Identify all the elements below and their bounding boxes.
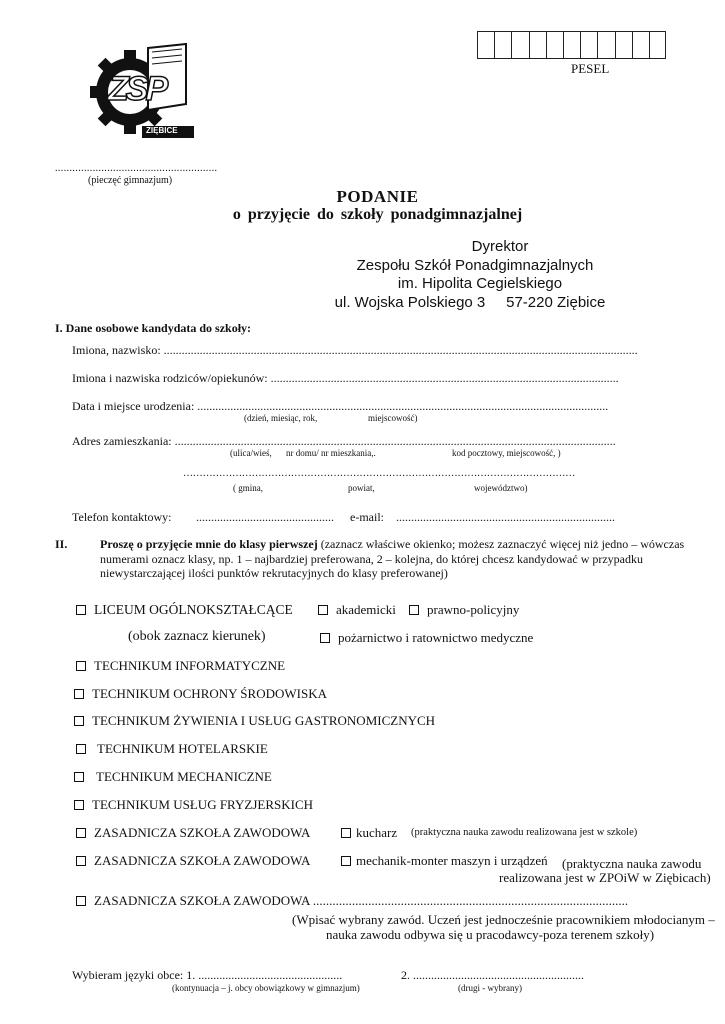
logo-caption: ZIĘBICE (146, 126, 178, 135)
checkbox[interactable] (341, 856, 351, 866)
page-title: PODANIE (336, 187, 419, 206)
kucharz-note: (praktyczna nauka zawodu realizowana jest w szkole) (411, 827, 638, 838)
phone-label: Telefon kontaktowy: (72, 510, 172, 524)
option-prawno-policyjny[interactable] (409, 602, 519, 618)
birth-hint: miejscowość) (368, 413, 418, 423)
address-hint: kod pocztowy, miejscowość, ) (452, 448, 561, 458)
pesel-cell[interactable] (477, 31, 494, 59)
languages-hint: (kontynuacja – j. obcy obowiązkowy w gimnazjum) (172, 983, 360, 993)
languages-hint: (drugi - wybrany) (458, 983, 522, 993)
checkbox[interactable] (318, 605, 328, 615)
option-label: ZASADNICZA SZKOŁA ZAWODOWA ................................................................................................. (94, 893, 629, 908)
birth-hint: (dzień, miesiąc, rok, (244, 413, 318, 423)
option-label: TECHNIKUM ŻYWIENIA I USŁUG GASTRONOMICZNYCH (92, 713, 436, 728)
parents-field[interactable]: Imiona i nazwiska rodziców/opiekunów: .................................................................................................................... (72, 371, 619, 385)
birth-field[interactable]: Data i miejsce urodzenia: ......................................................................................................................................... (72, 399, 609, 413)
pesel-cell[interactable] (546, 31, 563, 59)
stamp-caption: (pieczęć gimnazjum) (88, 175, 173, 186)
school-logo (86, 40, 196, 140)
checkbox[interactable] (76, 605, 86, 615)
section2-number: II. (55, 537, 68, 551)
checkbox[interactable] (76, 856, 86, 866)
option-label: TECHNIKUM OCHRONY ŚRODOWISKA (92, 686, 327, 701)
address-hint: (ulica/wieś, (230, 448, 272, 458)
pesel-cell[interactable] (511, 31, 528, 59)
section2-intro-rest: (zaznacz właściwe okienko; możesz zaznaczyć więcej niż jedno – wówczas numerami oznacz klasy, np. 1 – najbardziej preferowana, 2 – kolejna, do której chcesz kandydować w przypadku niewystarczającej ilości punktów rekrutacyjnych do klasy preferowanej) (100, 537, 685, 580)
option-mechanik[interactable] (341, 853, 548, 869)
option-label: kucharz (356, 825, 398, 840)
option-tech-informatyczne[interactable] (76, 658, 285, 674)
option-label: TECHNIKUM INFORMATYCZNE (94, 658, 286, 673)
languages-first[interactable]: Wybieram języki obce: 1. ................................................ (72, 968, 343, 982)
address2-hint: ( gmina, (233, 483, 263, 493)
option-label: akademicki (336, 602, 396, 617)
checkbox[interactable] (320, 633, 330, 643)
option-tech-hotelarskie[interactable] (76, 741, 268, 757)
address-line: Dyrektor (471, 238, 529, 255)
checkbox[interactable] (76, 744, 86, 754)
phone-field[interactable]: .............................................. (196, 510, 334, 524)
address2-hint: województwo) (474, 483, 528, 493)
checkbox[interactable] (74, 800, 84, 810)
address-hint: nr domu/ nr mieszkania,. (286, 448, 376, 458)
option-label: TECHNIKUM USŁUG FRYZJERSKICH (92, 797, 314, 812)
pesel-cell[interactable] (563, 31, 580, 59)
section2-intro-bold: Proszę o przyjęcie mnie do klasy pierwszej (100, 537, 318, 551)
pesel-cell[interactable] (494, 31, 511, 59)
checkbox[interactable] (76, 661, 86, 671)
option-label: ZASADNICZA SZKOŁA ZAWODOWA (94, 825, 311, 840)
address-line: ul. Wojska Polskiego 3 57-220 Ziębice (334, 293, 606, 311)
option-label: ZASADNICZA SZKOŁA ZAWODOWA (94, 853, 311, 868)
address-field-2[interactable]: ………………………………………………………………………………………………………… (183, 468, 576, 479)
option-akademicki[interactable] (318, 602, 396, 618)
option-label: LICEUM OGÓLNOKSZTAŁCĄCE (94, 602, 293, 617)
address-line: Zespołu Szkół Ponadgimnazjalnych (356, 256, 594, 274)
address-field[interactable]: Adres zamieszkania: ................................................................................................................................................... (72, 434, 616, 448)
pesel-cell[interactable] (529, 31, 546, 59)
email-field[interactable]: ......................................................................... (396, 510, 615, 524)
pesel-boxes[interactable] (477, 31, 666, 59)
zsz3-note: nauka zawodu odbywa się u pracodawcy-poza terenem szkoły) (326, 927, 655, 942)
option-label: pożarnictwo i ratownictwo medyczne (338, 630, 534, 645)
section1-header: I. Dane osobowe kandydata do szkoły: (55, 321, 252, 335)
pesel-label: PESEL (571, 61, 610, 76)
option-pozarnictwo[interactable] (320, 630, 533, 646)
option-kucharz[interactable] (341, 825, 397, 841)
option-zsz-3[interactable] (76, 893, 628, 909)
option-label: mechanik-monter maszyn i urządzeń (356, 853, 548, 868)
zsz3-note: (Wpisać wybrany zawód. Uczeń jest jednocześnie pracownikiem młodocianym – (292, 912, 715, 927)
names-field[interactable]: Imiona, nazwisko: .............................................................................................................................................................. (72, 343, 638, 357)
option-tech-mechaniczne[interactable] (74, 769, 272, 785)
option-tech-ochrony[interactable] (74, 686, 327, 702)
option-tech-zywienia[interactable] (74, 713, 435, 729)
option-label: TECHNIKUM MECHANICZNE (96, 769, 272, 784)
option-zsz-2[interactable] (76, 853, 310, 869)
pesel-cell[interactable] (615, 31, 632, 59)
pesel-cell[interactable] (632, 31, 649, 59)
mechanik-note: realizowana jest w ZPOiW w Ziębicach) (499, 870, 711, 885)
option-label: TECHNIKUM HOTELARSKIE (97, 741, 268, 756)
liceum-note: (obok zaznacz kierunek) (128, 629, 266, 644)
recipient-address (300, 238, 640, 312)
checkbox[interactable] (76, 828, 86, 838)
stamp-dots: ........................................................ (55, 163, 218, 174)
option-liceum[interactable] (76, 602, 293, 618)
address-line: im. Hipolita Cegielskiego (397, 275, 563, 292)
address2-hint: powiat, (348, 483, 375, 493)
pesel-cell[interactable] (580, 31, 597, 59)
email-label: e-mail: (350, 510, 384, 524)
option-label: prawno-policyjny (427, 602, 520, 617)
section2-intro (100, 537, 700, 581)
checkbox[interactable] (76, 896, 86, 906)
pesel-cell[interactable] (649, 31, 666, 59)
mechanik-note: (praktyczna nauka zawodu (562, 856, 702, 871)
page-subtitle: o przyjęcie do szkoły ponadgimnazjalnej (232, 206, 523, 223)
checkbox[interactable] (74, 772, 84, 782)
option-zsz-1[interactable] (76, 825, 310, 841)
logo-letters: ZSP (108, 70, 166, 108)
pesel-cell[interactable] (597, 31, 614, 59)
languages-second[interactable]: 2. ......................................................... (401, 968, 584, 982)
checkbox[interactable] (341, 828, 351, 838)
checkbox[interactable] (74, 716, 84, 726)
option-tech-fryzjerskie[interactable] (74, 797, 313, 813)
checkbox[interactable] (409, 605, 419, 615)
checkbox[interactable] (74, 689, 84, 699)
